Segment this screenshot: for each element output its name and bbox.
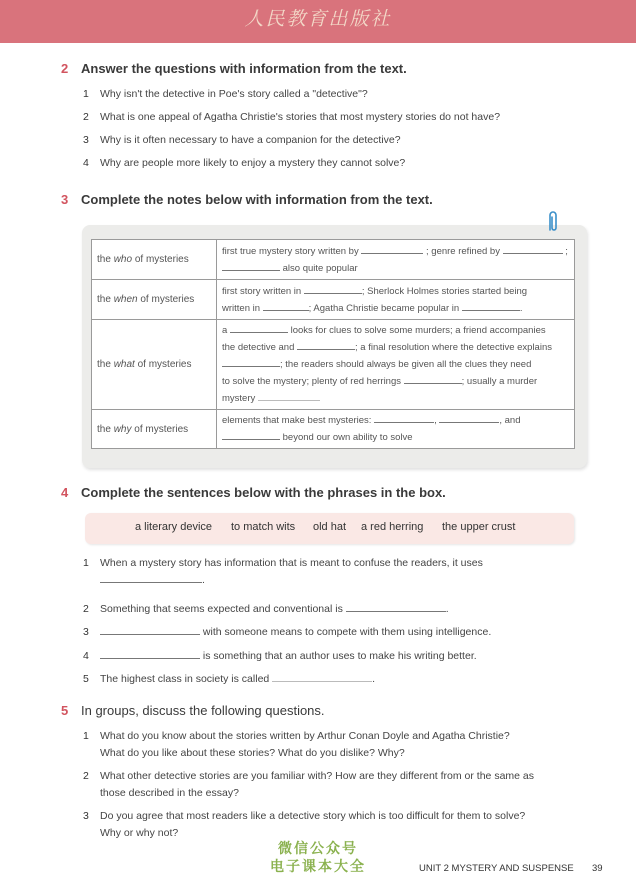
discussion-item: 2 What other detective stories are you familiar with? How are they different from or the same as those described in the essay? <box>83 770 534 799</box>
publisher-logo: 人民教育出版社 <box>244 8 392 30</box>
table-row <box>92 410 575 449</box>
row-content: a looks for clues to solve some murders; a friend accompanies the detective and ; a final resolution where the detective explains ; the readers should always be given all the clues they need to solve the mystery; plenty of red herrings ; usually a murder mystery <box>217 320 575 410</box>
discussion-item: 3 Do you agree that most readers like a detective story which is too difficult for them to solve? Why or why not? <box>83 810 526 839</box>
row-label: the what of mysteries <box>92 320 217 410</box>
section-number: 3 <box>61 192 69 207</box>
sentence-item: 3 with someone means to compete with them using intelligence. <box>83 626 492 638</box>
section-title: Complete the sentences below with the phrases in the box. <box>81 485 446 500</box>
row-label: the who of mysteries <box>92 240 217 280</box>
question-item: 2 What is one appeal of Agatha Christie's stories that most mystery stories do not have? <box>83 111 501 123</box>
paperclip-icon <box>546 210 560 234</box>
table-row <box>92 320 575 410</box>
footer-unit: UNIT 2 MYSTERY AND SUSPENSE <box>419 863 574 874</box>
section-title: Complete the notes below with information from the text. <box>81 192 433 207</box>
section-title: Answer the questions with information from the text. <box>81 61 407 76</box>
row-label: the why of mysteries <box>92 410 217 449</box>
phrase: the upper crust <box>442 521 516 533</box>
section-4-heading <box>61 485 446 500</box>
section-5-heading <box>61 703 325 718</box>
watermark-line: 电子课本大全 <box>270 859 366 875</box>
page-number: 39 <box>592 863 603 874</box>
phrase: old hat <box>313 521 347 533</box>
row-content: elements that make best mysteries: , , and beyond our own ability to solve <box>217 410 575 449</box>
sentence-item: 4 is something that an author uses to make his writing better. <box>83 650 477 662</box>
question-item: 4 Why are people more likely to enjoy a mystery they cannot solve? <box>83 157 406 169</box>
notes-table <box>91 239 575 449</box>
question-item: 3 Why is it often necessary to have a companion for the detective? <box>83 134 401 146</box>
phrase-box <box>85 513 574 544</box>
row-content: first story written in ; Sherlock Holmes stories started being written in ; Agatha Christie became popular in . <box>217 280 575 320</box>
row-label: the when of mysteries <box>92 280 217 320</box>
question-item: 1 Why isn't the detective in Poe's story called a "detective"? <box>83 88 368 100</box>
section-2-heading <box>61 61 407 76</box>
table-row <box>92 280 575 320</box>
sentence-item: 1 When a mystery story has information that is meant to confuse the readers, it uses . <box>83 557 483 586</box>
section-number: 5 <box>61 703 69 718</box>
section-title: In groups, discuss the following questions. <box>81 703 325 718</box>
row-content: first true mystery story written by ; genre refined by ; also quite popular <box>217 240 575 280</box>
sentence-item: 2 Something that seems expected and conventional is . <box>83 603 449 615</box>
watermark-line: 微信公众号 <box>278 841 358 857</box>
table-row <box>92 240 575 280</box>
phrase: to match wits <box>231 521 296 533</box>
discussion-item: 1 What do you know about the stories written by Arthur Conan Doyle and Agatha Christie? What do you like about these stories? What do you dislike? Why? <box>83 730 510 759</box>
phrase: a literary device <box>135 521 213 533</box>
section-number: 4 <box>61 485 69 500</box>
sentence-item: 5 The highest class in society is called . <box>83 673 376 685</box>
section-number: 2 <box>61 61 69 76</box>
section-3-heading <box>61 192 433 207</box>
phrase: a red herring <box>361 521 424 533</box>
